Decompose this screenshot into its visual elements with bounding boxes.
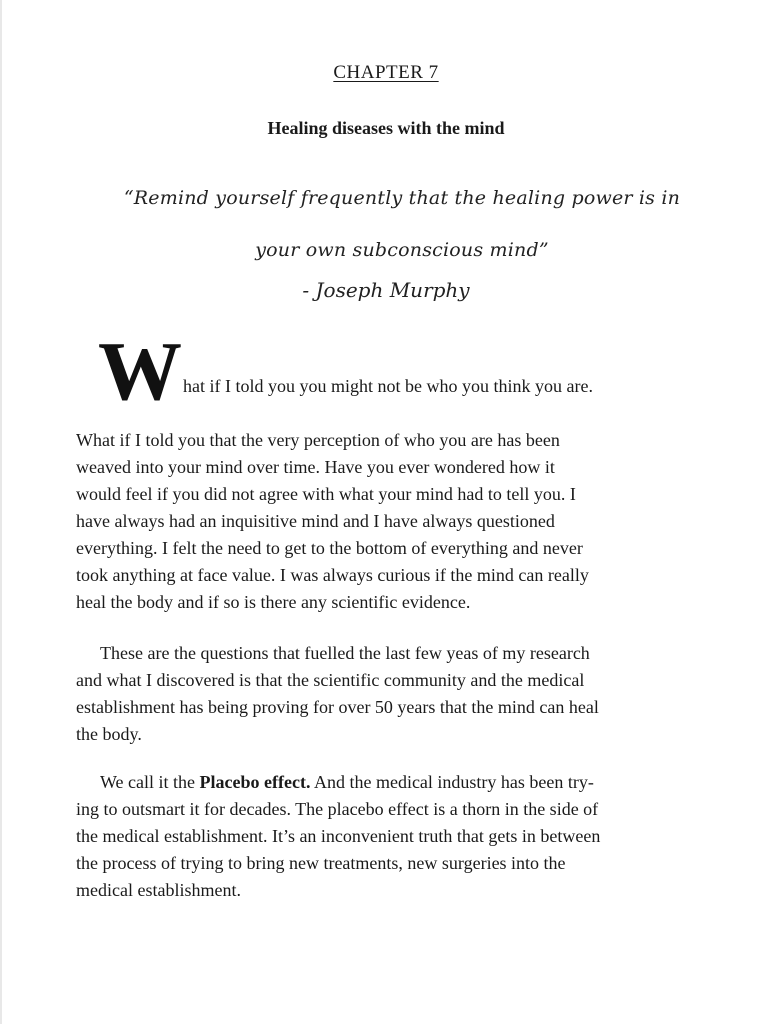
paragraph-line: weaved into your mind over time. Have you ever wondered how it — [76, 457, 555, 477]
paragraph-line: establishment has being proving for over 50 years that the mind can heal — [76, 697, 599, 717]
paragraph-line: have always had an inquisitive mind and I have always questioned — [76, 511, 555, 531]
paragraph-line: everything. I felt the need to get to the bottom of everything and never — [76, 538, 583, 558]
paragraph-line: medical establishment. — [76, 880, 241, 900]
paragraph-1 — [76, 427, 706, 616]
paragraph-line: the medical establishment. It’s an inconvenient truth that gets in between — [76, 826, 601, 846]
paragraph-line: the process of trying to bring new treatments, new surgeries into the — [76, 853, 566, 873]
paragraph-first-line — [76, 769, 706, 796]
drop-cap: W — [98, 325, 182, 418]
epigraph-author: - Joseph Murphy — [302, 278, 470, 302]
placebo-effect-emphasis: Placebo effect. — [199, 772, 311, 792]
paragraph-line: ing to outsmart it for decades. The placebo effect is a thorn in the side of — [76, 799, 599, 819]
paragraph-line: These are the questions that fuelled the last few yeas of my research — [100, 643, 590, 663]
paragraph-2 — [76, 640, 706, 748]
paragraph-text: We call it the — [100, 772, 200, 792]
epigraph-quote: “Remind yourself frequently that the healing power is in your own subconscious mind” — [123, 187, 681, 261]
paragraph-line: What if I told you that the very perception of who you are has been — [76, 430, 560, 450]
opening-line: hat if I told you you might not be who you think you are. — [183, 376, 593, 396]
paragraph-line: and what I discovered is that the scientific community and the medical — [76, 670, 585, 690]
chapter-title: Healing diseases with the mind — [267, 118, 505, 138]
paragraph-text: And the medical industry has been try- — [310, 772, 594, 792]
chapter-label: CHAPTER 7 — [333, 62, 439, 83]
paragraph-line: would feel if you did not agree with what your mind had to tell you. I — [76, 484, 576, 504]
paragraph-3 — [76, 769, 706, 904]
paragraph-line: heal the body and if so is there any scientific evidence. — [76, 592, 471, 612]
paragraph-line: took anything at face value. I was always curious if the mind can really — [76, 565, 589, 585]
paragraph-line: the body. — [76, 724, 142, 744]
